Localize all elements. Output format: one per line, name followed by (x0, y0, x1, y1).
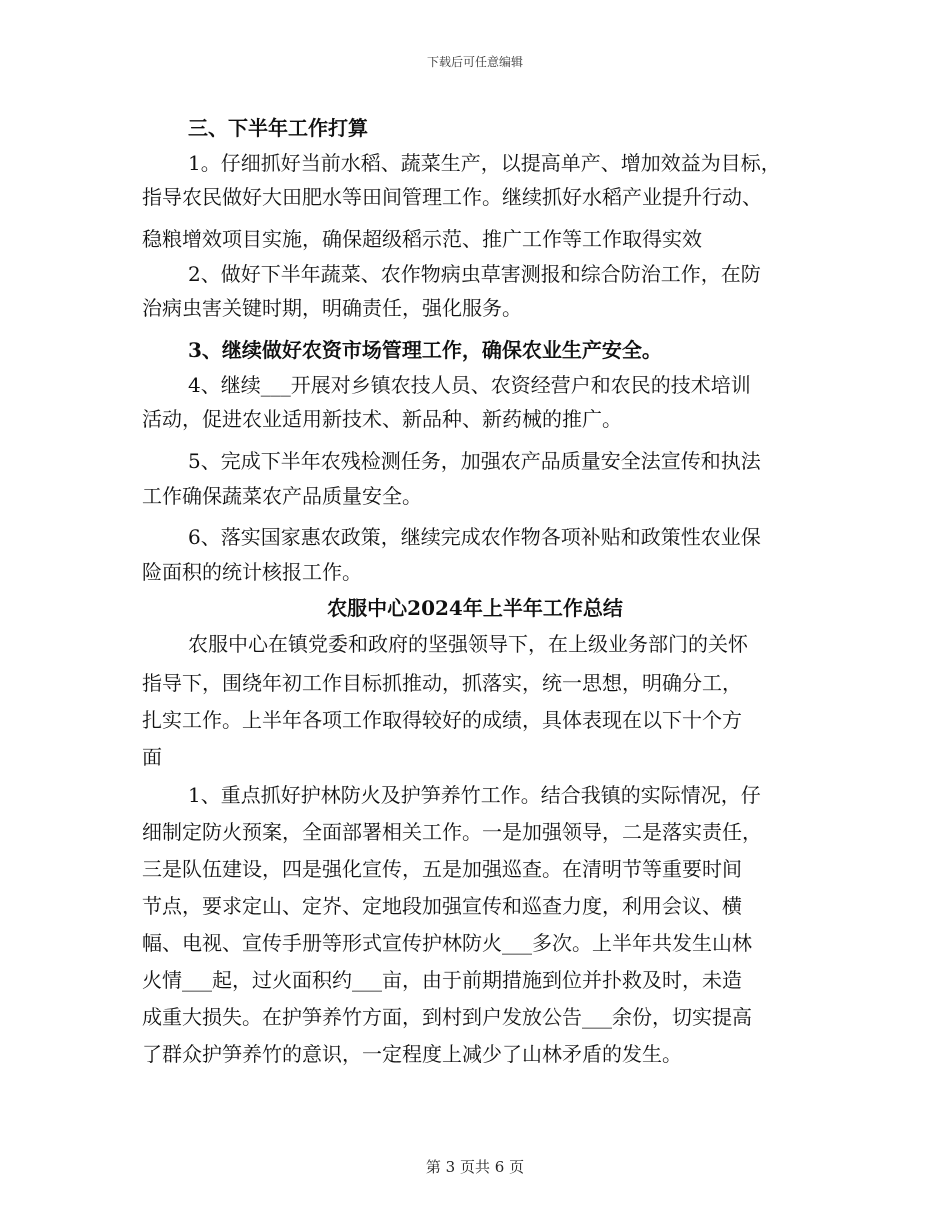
summary-item-1-line-1: 1、重点抓好护林防火及护笋养竹工作。结合我镇的实际情况，仔 (188, 783, 761, 807)
summary-item-1-line-4: 节点，要求定山、定岕、定地段加强宣传和巡查力度，利用会议、横 (142, 894, 742, 918)
plan-item-2-line-1: 2、做好下半年蔬菜、农作物病虫草害测报和综合防治工作，在防 (188, 262, 761, 286)
plan-item-3-line-1: 3、继续做好农资市场管理工作，确保农业生产安全。 (188, 338, 662, 362)
plan-item-6-line-2: 险面积的统计核报工作。 (142, 560, 362, 584)
summary-item-1-line-7: 成重大损失。在护笋养竹方面，到村到户发放公告___余份，切实提高 (142, 1005, 752, 1029)
plan-item-4-line-2: 活动，促进农业适用新技术、新品种、新药械的推广。 (142, 407, 622, 431)
summary-item-1-line-3: 三是队伍建设，四是强化宣传，五是加强巡查。在清明节等重要时间 (142, 857, 742, 881)
plan-item-5-line-1: 5、完成下半年农残检测任务，加强农产品质量安全法宣传和执法 (188, 449, 761, 473)
plan-item-1-line-1: 1。仔细抓好当前水稻、蔬菜生产，以提高单产、增加效益为目标， (188, 151, 781, 175)
plan-item-4-line-1: 4、继续___开展对乡镇农技人员、农资经营户和农民的技术培训 (188, 373, 751, 397)
summary-intro-line-1: 农服中心在镇党委和政府的坚强领导下，在上级业务部门的关怀 (188, 632, 748, 656)
summary-intro-line-4: 面 (142, 745, 162, 769)
summary-item-1-line-6: 火情___起，过火面积约___亩，由于前期措施到位并扑救及时，未造 (142, 968, 742, 992)
section-heading: 三、下半年工作打算 (188, 116, 368, 140)
plan-item-6-line-1: 6、落实国家惠农政策，继续完成农作物各项补贴和政策性农业保 (188, 525, 761, 549)
plan-item-1-line-2: 指导农民做好大田肥水等田间管理工作。继续抓好水稻产业提升行动、 (142, 185, 762, 209)
summary-intro-line-2: 指导下，围绕年初工作目标抓推动，抓落实，统一思想，明确分工， (142, 671, 742, 695)
page-footer: 第 3 页共 6 页 (425, 1158, 525, 1176)
summary-title: 农服中心2024年上半年工作总结 (327, 596, 623, 620)
plan-item-5-line-2: 工作确保蔬菜农产品质量安全。 (142, 484, 422, 508)
summary-item-1-line-8: 了群众护笋养竹的意识，一定程度上减少了山林矛盾的发生。 (142, 1042, 682, 1066)
plan-item-1-line-3: 稳粮增效项目实施，确保超级稻示范、推广工作等工作取得实效 (142, 227, 702, 251)
page-header: 下载后可任意编辑 (426, 55, 523, 69)
summary-intro-line-3: 扎实工作。上半年各项工作取得较好的成绩，具体表现在以下十个方 (142, 708, 742, 732)
summary-item-1-line-5: 幅、电视、宣传手册等形式宣传护林防火___多次。上半年共发生山林 (142, 931, 752, 955)
plan-item-2-line-2: 治病虫害关键时期，明确责任，强化服务。 (142, 296, 522, 320)
summary-item-1-line-2: 细制定防火预案，全面部署相关工作。一是加强领导，二是落实责任， (142, 820, 762, 844)
